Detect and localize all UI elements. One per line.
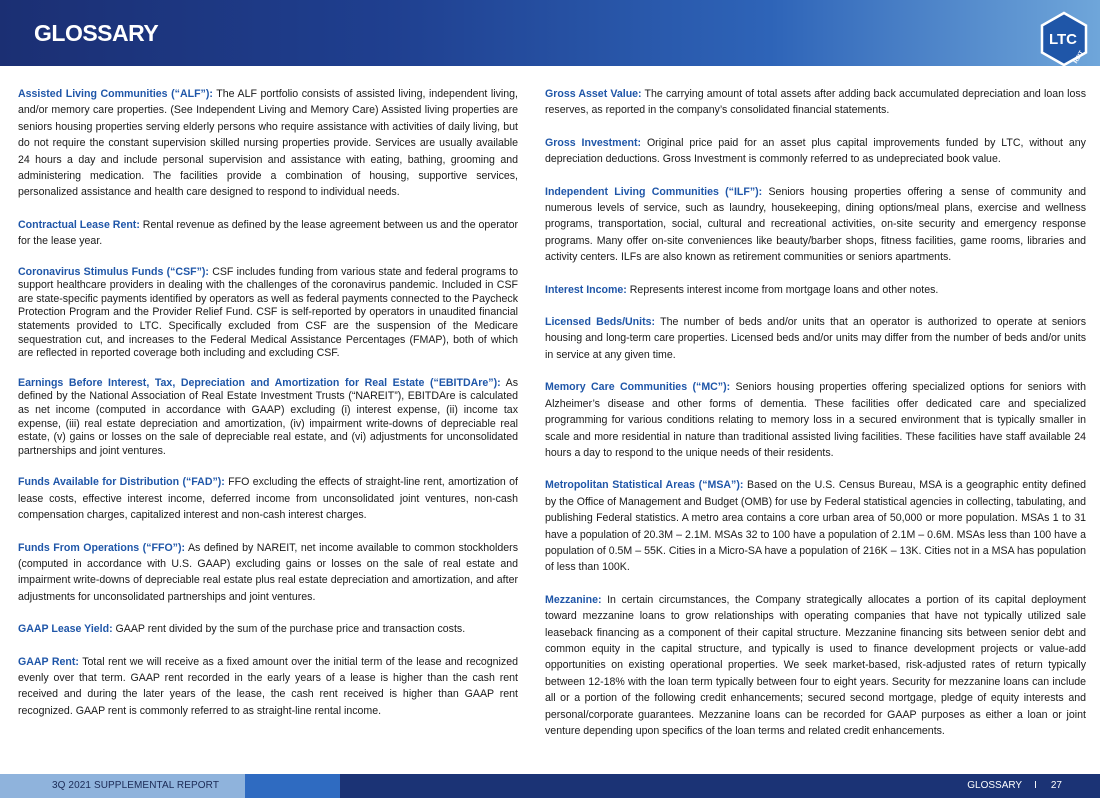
glossary-definition: Seniors housing properties offering specialized options for seniors with Alzheimer’s disease and other forms of dementia. These facilities offer dedicated care and specialized programming for various conditions relating to memory loss in a secured environment that is typically smaller in scale and more residential in nature than traditional assisted living facilities. These facilities have staff available 24 hours a day to respond to the unique needs of their residents.	[545, 381, 1086, 459]
glossary-term: Metropolitan Statistical Areas (“MSA”):	[545, 479, 744, 492]
glossary-definition: As defined by NAREIT, net income available to common stockholders (computed in accordance with U.S. GAAP) excluding gains or losses on the sale of real estate and impairment write-downs of depreciable real estate plus real estate depreciation and amortization, and after adjustments for unconsolidated partnerships and joint ventures.	[18, 541, 518, 603]
glossary-entry-interest-income	[545, 282, 1086, 298]
glossary-entry-gross-investment	[545, 135, 1086, 168]
glossary-entry-contractual-lease-rent	[18, 217, 518, 250]
glossary-definition: In certain circumstances, the Company strategically allocates a portion of its capital deployment toward mezzanine loans to grow relationships with operating companies that have not typically utilized sale leaseback financing as a component of their capital structure. Mezzanine financing sits between senior debt and common equity in the capital structure, and typically is used to finance development projects or value-add opportunities on existing operational properties. We seek market-based, risk-adjusted rates of return typically between 12-18% with the loan term typically between four to eight years. Security for mezzanine loans can include all or a portion of the following credit enhancements; secured second mortgage, pledge of equity interests and personal/corporate guarantees. Mezzanine loans can be recorded for GAAP purposes as either a loan or joint venture depending upon specifics of the loan terms and related credit enhancements.	[545, 593, 1086, 737]
glossary-definition: As defined by the National Association of Real Estate Investment Trusts (“NAREIT”), EBITDAre is calculated as net income (computed in accordance with GAAP) excluding (i) interest expense, (ii) income tax expense, (iii) real estate depreciation and amortization, (iv) impairment write-downs of depreciable real estate, (v) gains or losses on the sale of depreciable real estate, and (vi) adjustments for unconsolidated partnerships and joint ventures.	[18, 376, 518, 457]
glossary-entry-gross-asset-value	[545, 86, 1086, 119]
ltc-reit-logo	[1036, 11, 1092, 67]
glossary-entry-licensed-beds	[545, 314, 1086, 363]
glossary-term: Independent Living Communities (“ILF”):	[545, 185, 763, 198]
glossary-term: Interest Income:	[545, 283, 627, 296]
glossary-definition: FFO excluding the effects of straight-line rent, amortization of lease costs, effective interest income, deferred income from unconsolidated joint ventures, non-cash compensation charges, capitalized interest and non-cash interest charges.	[18, 476, 518, 522]
page-header	[0, 0, 1100, 66]
glossary-term: Coronavirus Stimulus Funds (“CSF”):	[18, 265, 209, 278]
glossary-term: Earnings Before Interest, Tax, Depreciation and Amortization for Real Estate (“EBITDAre”):	[18, 376, 501, 389]
glossary-entry-ebitdare	[18, 377, 518, 459]
glossary-entry-alf	[18, 86, 518, 201]
glossary-left-column	[18, 86, 518, 735]
glossary-definition: Seniors housing properties offering a sense of community and numerous levels of service, such as laundry, housekeeping, dining options/meal plans, exercise and wellness programs, transportation, social, cultural and recreational activities, on-site security and emergency response programs. Many offer on-site conveniences like beauty/barber shops, fitness facilities, game rooms, libraries and activity centers. ILFs are also known as retirement communities or seniors apartments.	[545, 185, 1086, 264]
glossary-definition: Based on the U.S. Census Bureau, MSA is a geographic entity defined by the Office of Management and Budget (OMB) for use by Federal statistical agencies in collecting, tabulating, and publishing Federal statistics. A metro area contains a core urban area of 50,000 or more population. MSAs 1 to 31 have a population of 20.3M – 2.1M. MSAs 32 to 100 have a population of 2.1M – 0.6M. MSAs less than 100 have a population of 0.5M – 55K. Cities in a Micro-SA have a population of 216K – 13K. Cities not in a MSA has population of less than 100K.	[545, 479, 1086, 574]
glossary-definition: Original price paid for an asset plus capital improvements funded by LTC, without any depreciation deductions. Gross Investment is commonly referred to as undepreciated book value.	[545, 136, 1086, 166]
page-number: 27	[1050, 780, 1062, 791]
footer-accent-mid	[245, 774, 340, 798]
glossary-entry-memory-care	[545, 379, 1086, 461]
glossary-term: Gross Investment:	[545, 136, 642, 149]
page-footer	[0, 774, 1100, 798]
glossary-term: Funds From Operations (“FFO”):	[18, 541, 186, 554]
glossary-definition: Rental revenue as defined by the lease agreement between us and the operator for the lease year.	[18, 218, 518, 248]
glossary-entry-msa	[545, 477, 1086, 575]
glossary-entry-mezzanine	[545, 592, 1086, 740]
glossary-term: Licensed Beds/Units:	[545, 316, 656, 329]
footer-separator: I	[1034, 780, 1037, 791]
logo-subtext: REIT	[1073, 50, 1086, 65]
glossary-entry-gaap-lease-yield	[18, 621, 518, 637]
glossary-entry-gaap-rent	[18, 654, 518, 720]
page-title: GLOSSARY	[34, 20, 159, 46]
glossary-term: GAAP Rent:	[18, 655, 79, 668]
glossary-term: Gross Asset Value:	[545, 88, 642, 100]
glossary-entry-ffo	[18, 540, 518, 606]
glossary-definition: CSF includes funding from various state and federal programs to support healthcare providers in dealing with the challenges of the coronavirus pandemic. Included in CSF are state-specific payments identified by operators as well as federal payments connected to the Paycheck Protection Program and the Provider Relief Fund. CSF is self-reported by operators in unaudited financial statements provided to LTC. Specifically excluded from CSF are the suspension of the Medicare sequestration cut, and increases to the Federal Medical Assistance Percentages (FMAP), both of which are reflected in reported coverage both including and excluding CSF.	[18, 265, 518, 360]
glossary-definition: The carrying amount of total assets after adding back accumulated depreciation and loan loss reserves, as reported in the company’s consolidated financial statements.	[545, 88, 1086, 117]
glossary-right-column	[545, 86, 1086, 755]
glossary-term: Assisted Living Communities (“ALF”):	[18, 88, 213, 100]
glossary-term: Contractual Lease Rent:	[18, 218, 140, 231]
glossary-entry-fad	[18, 474, 518, 523]
glossary-term: GAAP Lease Yield:	[18, 623, 113, 636]
footer-page-info	[967, 780, 1062, 791]
glossary-definition: The ALF portfolio consists of assisted living, independent living, and/or memory care properties. (See Independent Living and Memory Care) Assisted living properties are seniors housing properties serving elderly persons who require assistance with activities of daily living, but do not require the constant supervision skilled nursing properties provide. Services are usually available 24 hours a day and include personal supervision and assistance with eating, bathing, grooming and administering medication. The facilities provide a combination of housing, supportive services, personalized assistance and health care designed to respond to individual needs.	[18, 88, 518, 199]
glossary-entry-ilf	[545, 184, 1086, 266]
glossary-term: Mezzanine:	[545, 593, 602, 606]
glossary-definition: Represents interest income from mortgage loans and other notes.	[626, 283, 939, 296]
glossary-definition: The number of beds and/or units that an operator is authorized to operate at seniors housing and long-term care properties. Licensed beds and/or units may differ from the number of beds and/or units in service at any given time.	[545, 316, 1087, 361]
glossary-definition: Total rent we will receive as a fixed amount over the initial term of the lease and recognized evenly over that term. GAAP rent recorded in the early years of a lease is higher than the cash rent received and during the later years of the lease, the cash rent received is higher than GAAP rent recognized. GAAP rent is commonly referred to as straight-line rental income.	[18, 655, 518, 717]
footer-section-label: GLOSSARY	[967, 780, 1023, 791]
logo-text: LTC	[1048, 31, 1078, 48]
glossary-term: Funds Available for Distribution (“FAD”):	[18, 476, 225, 489]
glossary-definition: GAAP rent divided by the sum of the purchase price and transaction costs.	[112, 623, 466, 636]
footer-report-label: 3Q 2021 SUPPLEMENTAL REPORT	[52, 780, 220, 791]
glossary-entry-csf	[18, 266, 518, 361]
glossary-term: Memory Care Communities (“MC”):	[545, 381, 731, 394]
